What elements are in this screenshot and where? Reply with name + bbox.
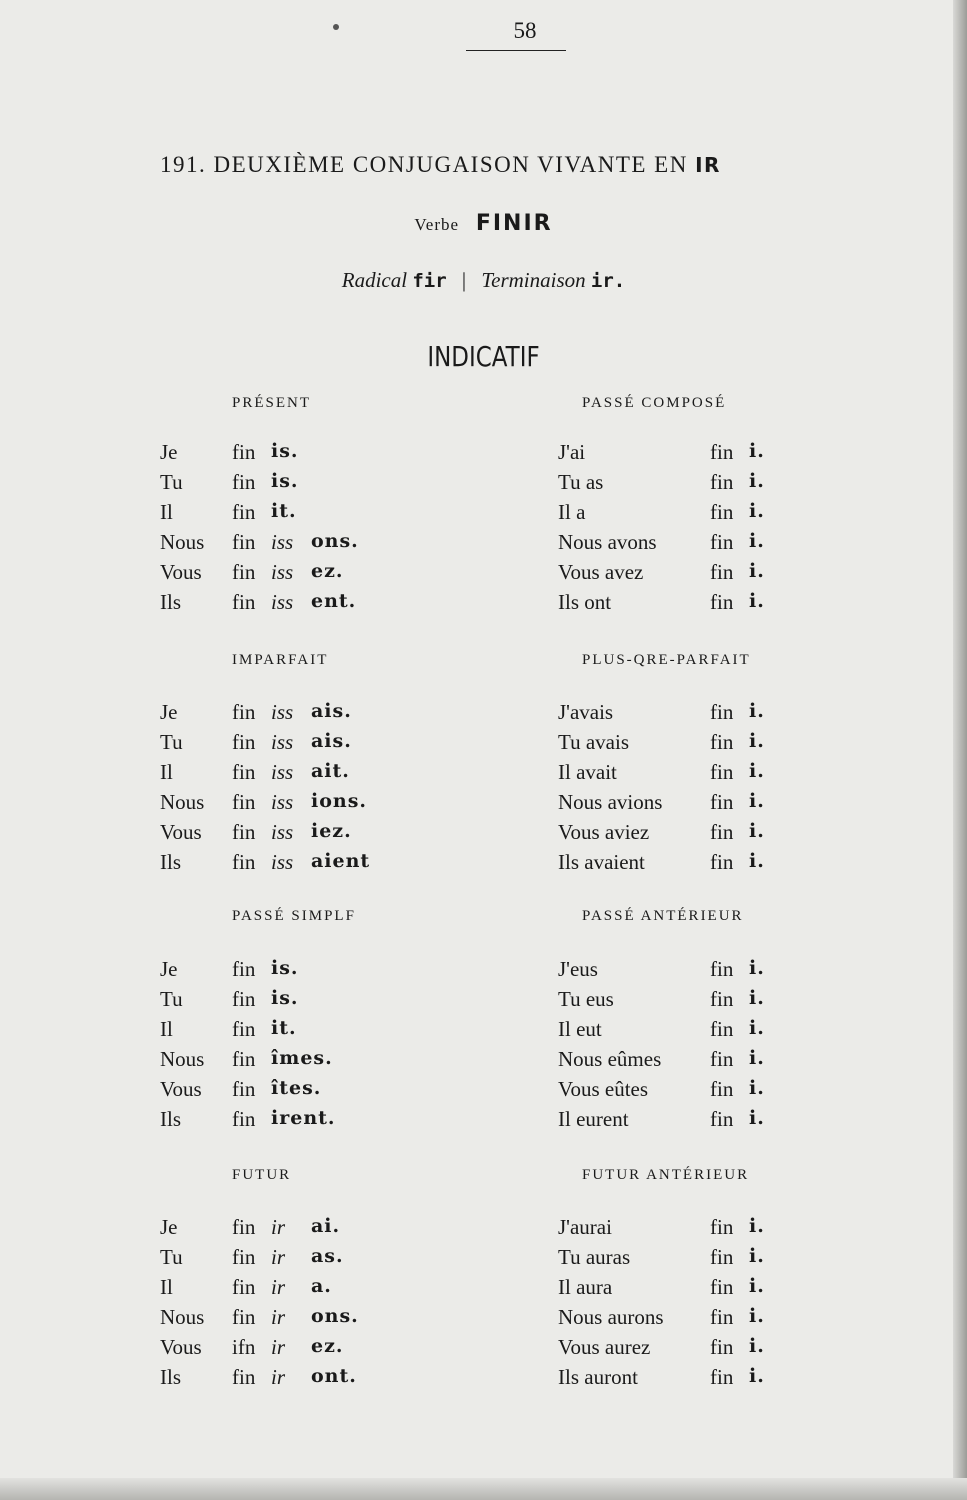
stem: fin — [710, 820, 734, 844]
conjugation-row — [160, 1245, 440, 1275]
stem: fin — [710, 1305, 734, 1329]
ending: ais. — [311, 700, 352, 722]
stem: fin — [232, 957, 256, 981]
conjugation-row — [558, 560, 798, 590]
stem: fin — [232, 700, 256, 724]
stem: fin — [710, 590, 734, 614]
conjugation-row — [558, 530, 798, 560]
pronoun: Nous — [160, 1047, 205, 1071]
pronoun: Il — [160, 500, 173, 524]
ending: ai. — [311, 1215, 341, 1237]
conjugation-row — [558, 987, 798, 1017]
ending: i. — [749, 440, 765, 462]
infix: iss — [271, 560, 294, 584]
verb-name: FINIR — [475, 211, 553, 236]
tense-label-right: PASSÉ ANTÉRIEUR — [582, 908, 744, 924]
conjugation-row — [558, 440, 798, 470]
stem: fin — [710, 730, 734, 754]
stem: fin — [710, 1335, 734, 1359]
section-number: 191. — [160, 152, 207, 177]
ending: ent. — [311, 590, 357, 612]
infix: ir — [271, 1245, 286, 1269]
auxiliary-subject: Il a — [558, 500, 586, 524]
stem: fin — [710, 1245, 734, 1269]
stem: fin — [232, 850, 256, 874]
ending: a. — [311, 1275, 332, 1297]
pronoun: Vous — [160, 1077, 202, 1101]
tense-label-left: PASSÉ SIMPLF — [232, 908, 356, 924]
pronoun: Je — [160, 957, 178, 981]
pronoun: Je — [160, 700, 178, 724]
ending: i. — [749, 590, 765, 612]
section-heading — [160, 152, 880, 178]
pronoun: Tu — [160, 730, 183, 754]
ending: i. — [749, 957, 765, 979]
infix: ir — [271, 1275, 286, 1299]
conjugation-row — [558, 1017, 798, 1047]
conjugation-row — [160, 590, 440, 620]
ending: i. — [749, 560, 765, 582]
stem: fin — [710, 957, 734, 981]
auxiliary-subject: Nous eûmes — [558, 1047, 662, 1071]
stem: fin — [232, 500, 256, 524]
stem: fin — [710, 530, 734, 554]
mood-title: INDICATIF — [427, 340, 540, 373]
infix: iss — [271, 530, 294, 554]
infix: iss — [271, 590, 294, 614]
conjugation-row — [160, 470, 440, 500]
ending: i. — [749, 1305, 765, 1327]
stem: fin — [710, 1017, 734, 1041]
stem: fin — [710, 987, 734, 1011]
page-number-rule — [466, 50, 566, 51]
pronoun: Vous — [160, 820, 202, 844]
conjugation-row — [160, 957, 440, 987]
stem: fin — [232, 1215, 256, 1239]
conjugation-row — [160, 1215, 440, 1245]
conjugation-row — [558, 1365, 798, 1395]
ending: it. — [271, 500, 297, 522]
infix: iss — [271, 790, 294, 814]
stem: fin — [710, 1047, 734, 1071]
ending: ez. — [311, 560, 344, 582]
ending: as. — [311, 1245, 344, 1267]
stem: fin — [232, 530, 256, 554]
auxiliary-subject: Nous aurons — [558, 1305, 664, 1329]
conjugation-row — [558, 850, 798, 880]
ending: i. — [749, 1275, 765, 1297]
ending: iez. — [311, 820, 352, 842]
pronoun: Tu — [160, 987, 183, 1011]
pronoun: Il — [160, 1275, 173, 1299]
ending: is. — [271, 440, 299, 462]
verb-title — [0, 210, 967, 236]
auxiliary-subject: Nous avions — [558, 790, 663, 814]
ending: i. — [749, 850, 765, 872]
pronoun: Il — [160, 1017, 173, 1041]
infix: iss — [271, 850, 294, 874]
stem: fin — [710, 1077, 734, 1101]
ending: ait. — [311, 760, 350, 782]
ending: ons. — [311, 530, 359, 552]
radical-value: fir — [412, 270, 447, 292]
auxiliary-subject: Il aura — [558, 1275, 613, 1299]
ink-dot — [333, 24, 339, 30]
conjugation-row — [160, 850, 440, 880]
ending: is. — [271, 957, 299, 979]
pronoun: Nous — [160, 790, 205, 814]
conjugation-row — [558, 1047, 798, 1077]
stem: fin — [232, 730, 256, 754]
stem: fin — [232, 1047, 256, 1071]
stem: fin — [710, 790, 734, 814]
auxiliary-subject: Ils auront — [558, 1365, 638, 1389]
ending: ons. — [311, 1305, 359, 1327]
infix: iss — [271, 730, 294, 754]
auxiliary-subject: Tu auras — [558, 1245, 631, 1269]
pronoun: Ils — [160, 1107, 181, 1131]
ending: i. — [749, 470, 765, 492]
tense-label-left: PRÉSENT — [232, 395, 312, 411]
ending: is. — [271, 987, 299, 1009]
stem: ifn — [232, 1335, 256, 1359]
conjugation-row — [160, 1275, 440, 1305]
pronoun: Nous — [160, 530, 205, 554]
auxiliary-subject: Vous aurez — [558, 1335, 651, 1359]
conjugation-row — [558, 700, 798, 730]
conjugation-row — [558, 1107, 798, 1137]
stem: fin — [232, 1017, 256, 1041]
pronoun: Vous — [160, 1335, 202, 1359]
verb-word: Verbe — [414, 215, 460, 234]
ending: irent. — [271, 1107, 336, 1129]
tense-label-right: PLUS-QRE-PARFAIT — [582, 652, 751, 668]
stem: fin — [232, 440, 256, 464]
infix: ir — [271, 1215, 286, 1239]
stem: fin — [232, 987, 256, 1011]
stem: fin — [710, 1215, 734, 1239]
auxiliary-subject: Il eut — [558, 1017, 602, 1041]
ending: is. — [271, 470, 299, 492]
stem: fin — [232, 560, 256, 584]
auxiliary-subject: Il eurent — [558, 1107, 629, 1131]
conjugation-row — [160, 560, 440, 590]
conjugation-row — [558, 730, 798, 760]
radical-line — [0, 268, 967, 293]
ending: i. — [749, 530, 765, 552]
ending: it. — [271, 1017, 297, 1039]
conjugation-row — [558, 790, 798, 820]
ending: i. — [749, 500, 765, 522]
section-heading-ending: IR — [695, 153, 721, 177]
ending-value: ir. — [590, 270, 626, 292]
auxiliary-subject: Vous eûtes — [558, 1077, 649, 1101]
stem: fin — [710, 850, 734, 874]
conjugation-row — [160, 820, 440, 850]
auxiliary-subject: Ils ont — [558, 590, 612, 614]
radical-separator: | — [461, 268, 467, 292]
ending: i. — [749, 1017, 765, 1039]
conjugation-row — [160, 1305, 440, 1335]
pronoun: Il — [160, 760, 173, 784]
ending: ont. — [311, 1365, 357, 1387]
auxiliary-subject: Tu avais — [558, 730, 629, 754]
ending: i. — [749, 820, 765, 842]
ending: i. — [749, 760, 765, 782]
ending: i. — [749, 1365, 765, 1387]
conjugation-row — [558, 1245, 798, 1275]
conjugation-row — [558, 1335, 798, 1365]
infix: ir — [271, 1365, 286, 1389]
pronoun: Vous — [160, 560, 202, 584]
stem: fin — [710, 1275, 734, 1299]
pronoun: Ils — [160, 1365, 181, 1389]
pronoun: Nous — [160, 1305, 205, 1329]
ending: i. — [749, 1245, 765, 1267]
auxiliary-subject: Vous aviez — [558, 820, 650, 844]
auxiliary-subject: J'ai — [558, 440, 586, 464]
conjugation-row — [160, 500, 440, 530]
auxiliary-subject: J'eus — [558, 957, 598, 981]
conjugation-row — [160, 440, 440, 470]
auxiliary-subject: Ils avaient — [558, 850, 645, 874]
conjugation-row — [558, 470, 798, 500]
stem: fin — [232, 790, 256, 814]
pronoun: Je — [160, 1215, 178, 1239]
conjugation-row — [160, 1335, 440, 1365]
pronoun: Ils — [160, 590, 181, 614]
ending: i. — [749, 700, 765, 722]
auxiliary-subject: Il avait — [558, 760, 617, 784]
ending: i. — [749, 1107, 765, 1129]
infix: iss — [271, 760, 294, 784]
conjugation-row — [160, 1017, 440, 1047]
infix: ir — [271, 1335, 286, 1359]
conjugation-row — [160, 760, 440, 790]
stem: fin — [710, 1365, 734, 1389]
stem: fin — [710, 470, 734, 494]
stem: fin — [232, 1107, 256, 1131]
stem: fin — [232, 590, 256, 614]
conjugation-row — [558, 1215, 798, 1245]
conjugation-row — [160, 1077, 440, 1107]
conjugation-row — [558, 1275, 798, 1305]
auxiliary-subject: Nous avons — [558, 530, 657, 554]
conjugation-row — [558, 500, 798, 530]
page-number: 58 — [513, 18, 537, 43]
conjugation-row — [160, 987, 440, 1017]
ending: i. — [749, 1335, 765, 1357]
ending-label: Terminaison — [481, 268, 586, 292]
conjugation-row — [160, 1047, 440, 1077]
infix: ir — [271, 1305, 286, 1329]
ending: i. — [749, 790, 765, 812]
conjugation-row — [160, 1107, 440, 1137]
conjugation-row — [160, 1365, 440, 1395]
ending: i. — [749, 1077, 765, 1099]
ending: ions. — [311, 790, 368, 812]
auxiliary-subject: J'avais — [558, 700, 614, 724]
conjugation-row — [160, 790, 440, 820]
stem: fin — [232, 1305, 256, 1329]
ending: îmes. — [271, 1047, 333, 1069]
pronoun: Je — [160, 440, 178, 464]
stem: fin — [232, 760, 256, 784]
stem: fin — [232, 1245, 256, 1269]
tense-label-right: FUTUR ANTÉRIEUR — [582, 1167, 750, 1183]
ending: i. — [749, 1047, 765, 1069]
tense-label-left: IMPARFAIT — [232, 652, 329, 668]
stem: fin — [710, 560, 734, 584]
stem: fin — [232, 1077, 256, 1101]
section-heading-text: DEUXIÈME CONJUGAISON VIVANTE EN — [213, 152, 688, 177]
conjugation-row — [558, 590, 798, 620]
pronoun: Tu — [160, 1245, 183, 1269]
conjugation-row — [558, 820, 798, 850]
pronoun: Tu — [160, 470, 183, 494]
stem: fin — [710, 760, 734, 784]
conjugation-row — [558, 760, 798, 790]
conjugation-row — [160, 530, 440, 560]
auxiliary-subject: Tu as — [558, 470, 604, 494]
conjugation-row — [558, 1305, 798, 1335]
radical-label: Radical — [341, 268, 408, 292]
conjugation-row — [160, 730, 440, 760]
infix: iss — [271, 820, 294, 844]
stem: fin — [232, 820, 256, 844]
auxiliary-subject: Tu eus — [558, 987, 614, 1011]
pronoun: Ils — [160, 850, 181, 874]
tense-label-right: PASSÉ COMPOSÉ — [582, 395, 727, 411]
ending: aient — [311, 850, 371, 872]
ending: i. — [749, 1215, 765, 1237]
ending: ez. — [311, 1335, 344, 1357]
conjugation-row — [160, 700, 440, 730]
stem: fin — [232, 1275, 256, 1299]
ending: ais. — [311, 730, 352, 752]
auxiliary-subject: Vous avez — [558, 560, 644, 584]
stem: fin — [710, 440, 734, 464]
stem: fin — [710, 1107, 734, 1131]
conjugation-row — [558, 957, 798, 987]
stem: fin — [232, 470, 256, 494]
stem: fin — [232, 1365, 256, 1389]
conjugation-row — [558, 1077, 798, 1107]
ending: i. — [749, 730, 765, 752]
ending: i. — [749, 987, 765, 1009]
auxiliary-subject: J'aurai — [558, 1215, 612, 1239]
stem: fin — [710, 700, 734, 724]
tense-label-left: FUTUR — [232, 1167, 292, 1183]
page-bottom-edge — [0, 1478, 967, 1500]
ending: îtes. — [271, 1077, 322, 1099]
infix: iss — [271, 700, 294, 724]
stem: fin — [710, 500, 734, 524]
